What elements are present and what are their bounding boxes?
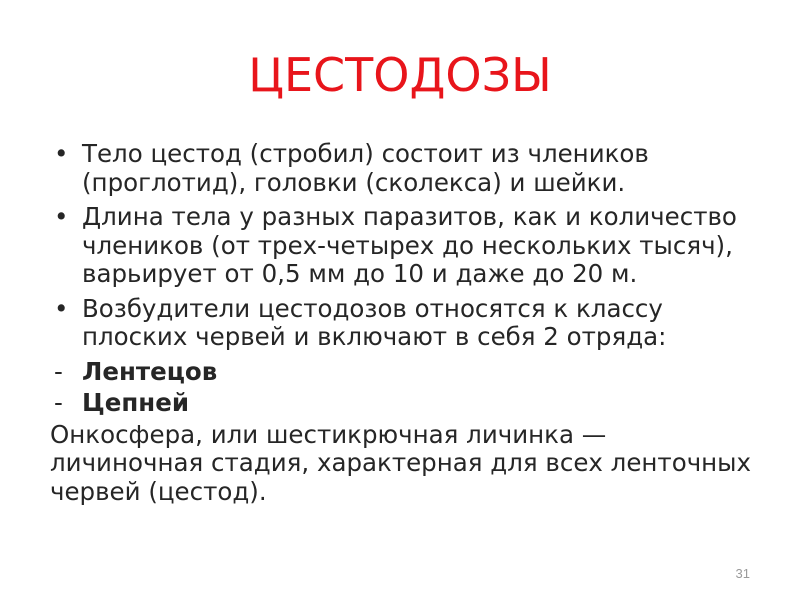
order-item xyxy=(50,389,762,418)
bullet-marker: • xyxy=(54,202,69,231)
oncosphere-paragraph: Онкосфера, или шестикрючная личинка — личиночная стадия, характерная для всех ленточных червей (цестод). xyxy=(50,419,752,506)
slide-title: ЦЕСТОДОЗЫ xyxy=(248,48,552,102)
bullet-item xyxy=(50,140,762,197)
order-item xyxy=(50,358,762,387)
slide-body xyxy=(50,140,762,506)
bullet-marker: • xyxy=(54,139,69,168)
dash-marker: - xyxy=(54,388,63,417)
order-name: Лентецов xyxy=(82,356,218,386)
page-number: 31 xyxy=(735,566,750,581)
bullet-text: Возбудители цестодозов относятся к классу плоских червей и включают в себя 2 отряда: xyxy=(82,293,667,351)
bullet-marker: • xyxy=(54,293,69,323)
dash-marker: - xyxy=(54,356,63,386)
bullet-item xyxy=(50,295,762,352)
bullet-item xyxy=(50,203,762,289)
bullet-text: Тело цестод (стробил) состоит из члеников (проглотид), головки (сколекса) и шейки. xyxy=(82,139,649,197)
order-name: Цепней xyxy=(82,388,189,417)
bullet-text: Длина тела у разных паразитов, как и количество члеников (от трех-четырех до нескольких тысяч), варьирует от 0,5 мм до 10 и даже до 20 м. xyxy=(82,202,737,288)
